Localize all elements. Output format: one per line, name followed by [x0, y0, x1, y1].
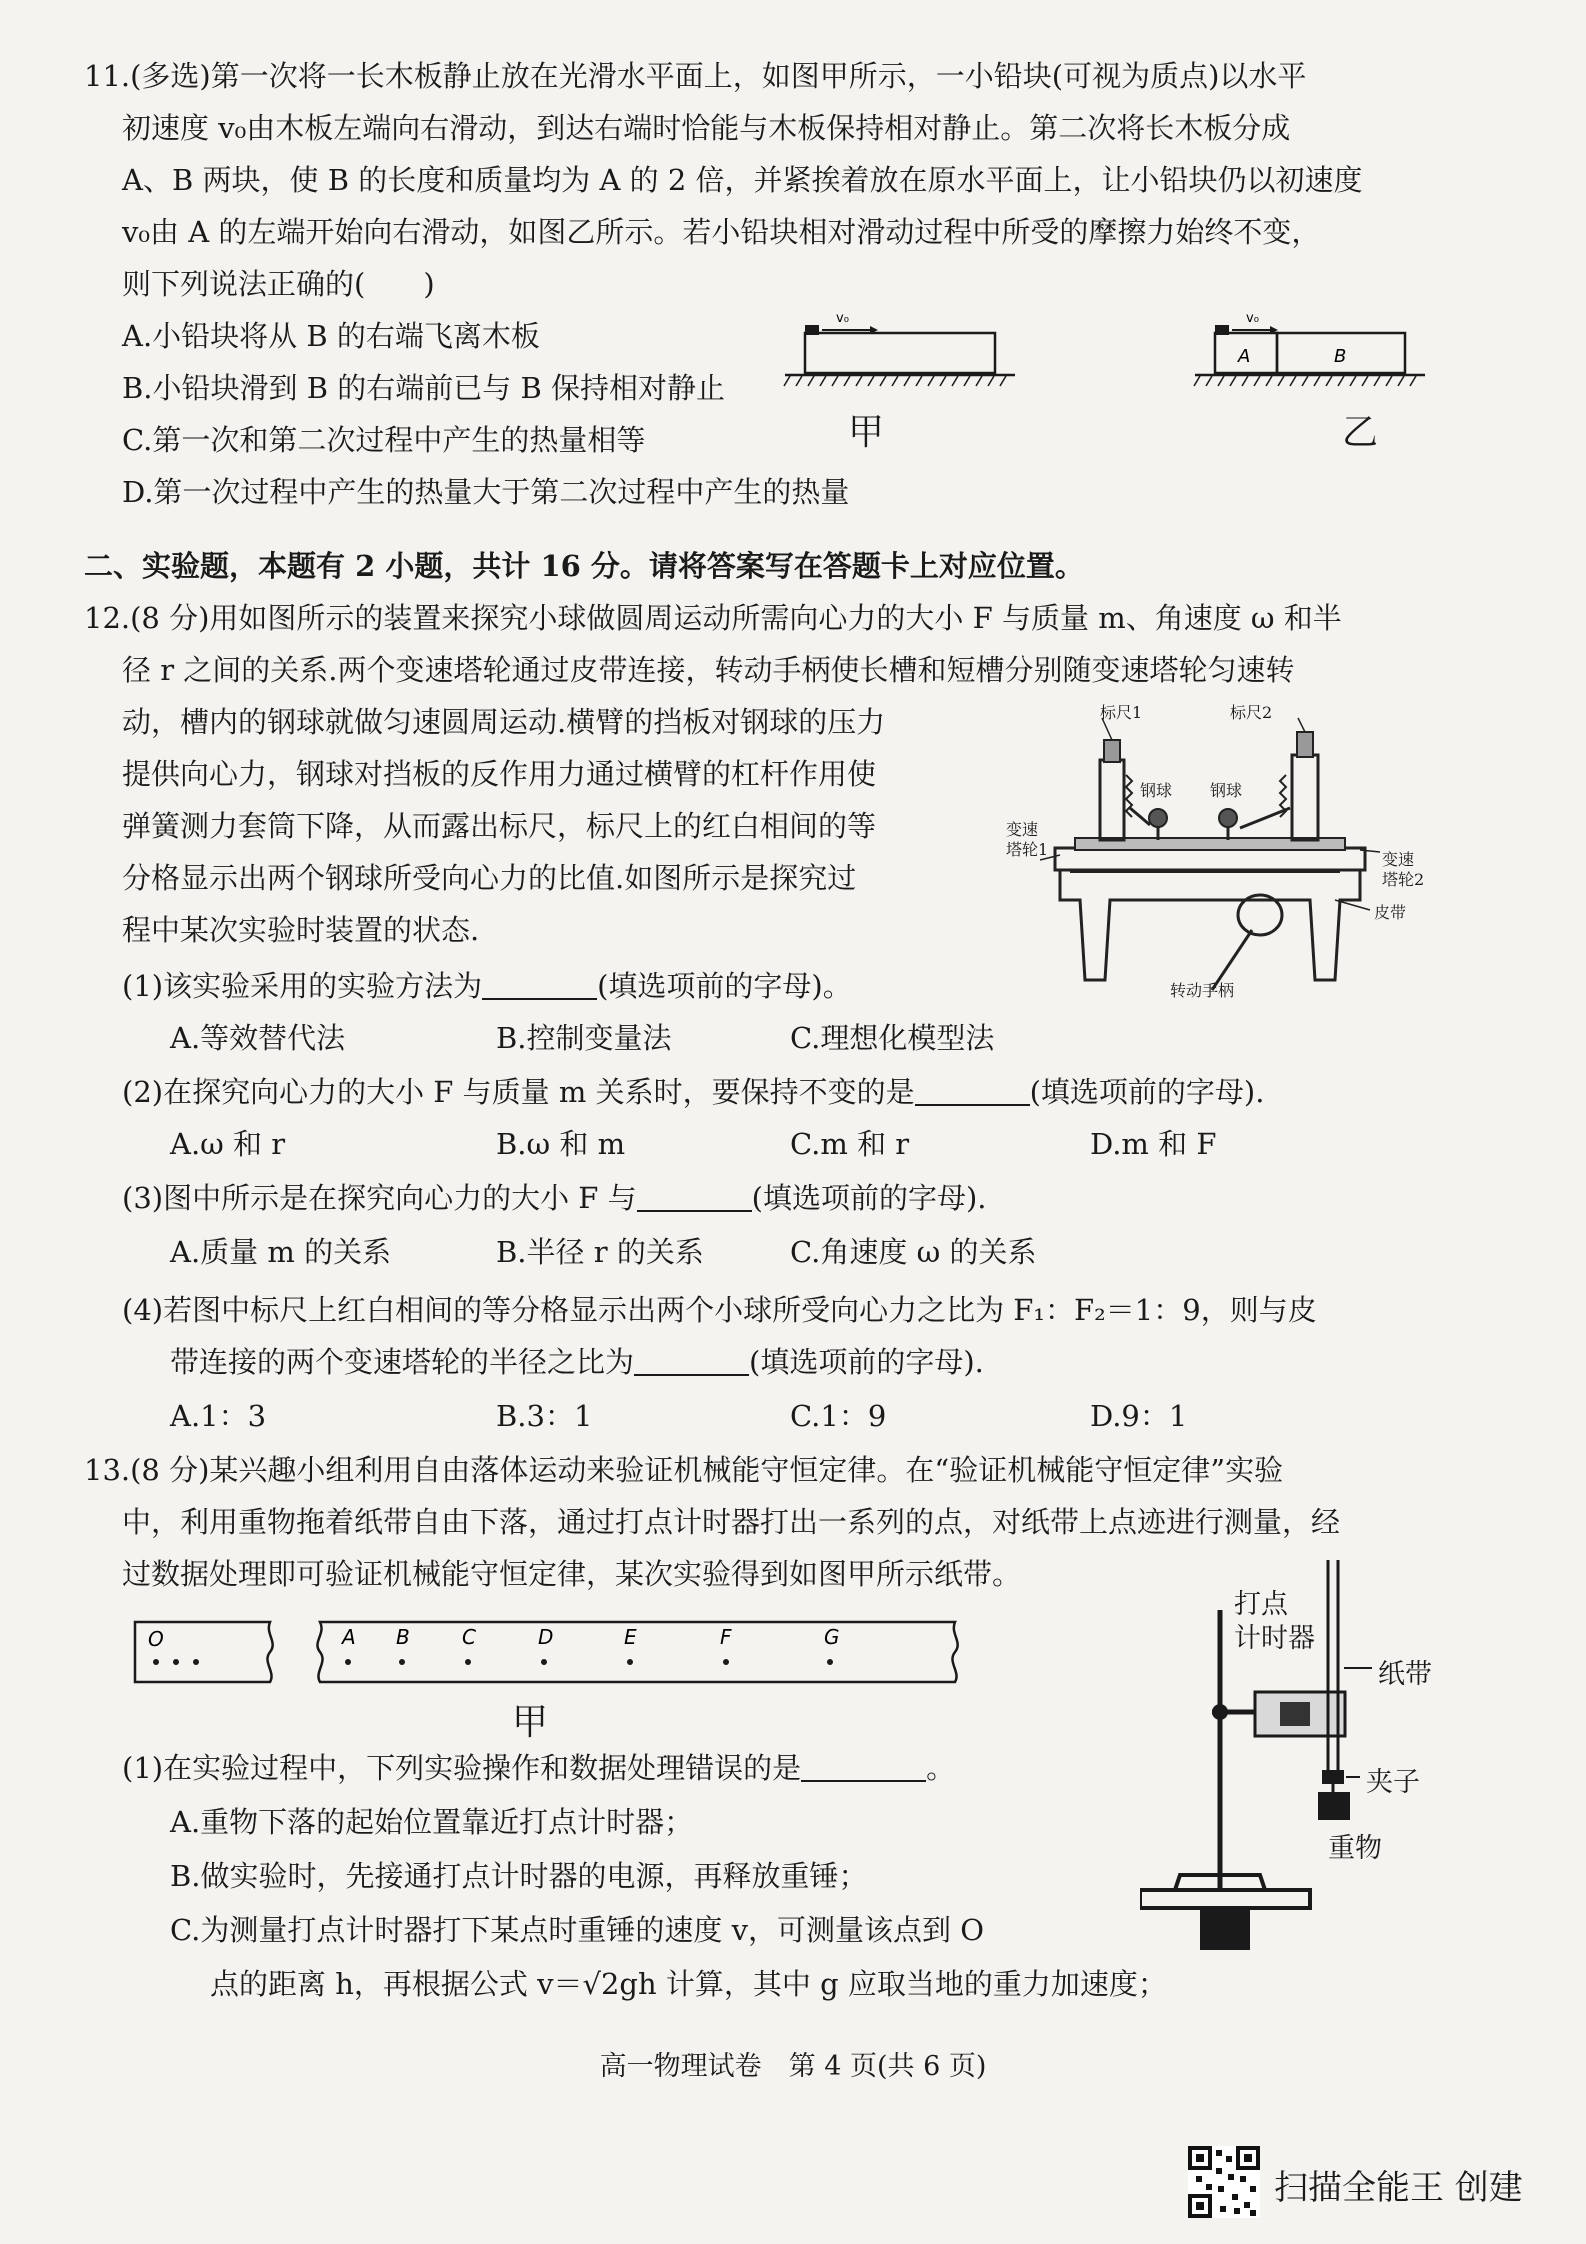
q12-line-2: 径 r 之间的关系.两个变速塔轮通过皮带连接，转动手柄使长槽和短槽分别随变速塔轮匀速转 — [122, 653, 1295, 687]
q13-line-3: 过数据处理即可验证机械能守恒定律，某次实验得到如图甲所示纸带。 — [122, 1557, 1022, 1591]
ball-1-label: 钢球 — [1140, 781, 1173, 800]
tape-segment-right — [317, 1622, 957, 1682]
point-f-label: F — [720, 1625, 732, 1649]
scanner-watermark — [1182, 2142, 1562, 2222]
q12-sub1: (1)该实验采用的实验方法为 (填选项前的字母)。 — [122, 969, 852, 1003]
q11-option-c: C.第一次和第二次过程中产生的热量相等 — [122, 423, 646, 457]
q13-option-c: C.为测量打点计时器打下某点时重锤的速度 v，可测量该点到 O — [170, 1913, 984, 1947]
point-e-label: E — [624, 1625, 637, 1649]
q12-sub2-option-d: D.m 和 F — [1090, 1127, 1217, 1161]
q11-figure-yi-label: 乙 — [1342, 412, 1379, 453]
q12-sub3-option-c: C.角速度 ω 的关系 — [790, 1235, 1037, 1269]
q12-line-7: 程中某次实验时装置的状态. — [122, 913, 480, 947]
q11-option-d: D.第一次过程中产生的热量大于第二次过程中产生的热量 — [122, 475, 850, 509]
cross-arm — [1130, 808, 1150, 825]
q11-figure-yi — [1190, 300, 1430, 390]
q11-line-1: 11.(多选)第一次将一长木板静止放在光滑水平面上，如图甲所示，一小铅块(可视为质点)以水平 — [84, 59, 1307, 93]
point-c-label: C — [462, 1625, 476, 1649]
answer-blank[interactable] — [634, 1344, 749, 1376]
cross-arm — [1240, 808, 1290, 828]
weight — [1318, 1792, 1350, 1820]
apparatus-drawing — [990, 700, 1430, 1000]
q13-line-2: 中，利用重物拖着纸带自由下落，通过打点计时器打出一系列的点，对纸带上点迹进行测量，经 — [122, 1505, 1341, 1539]
handle-label: 转动手柄 — [1170, 981, 1235, 1000]
q12-sub2-option-c: C.m 和 r — [790, 1127, 910, 1161]
q11-figure-jia — [780, 300, 1020, 390]
steel-ball-1 — [1149, 809, 1167, 827]
answer-blank[interactable] — [482, 968, 597, 1000]
wheel-1-label: 变速 塔轮1 — [1006, 820, 1049, 859]
ruler-1 — [1104, 740, 1120, 762]
q12-sub4-line-2: 带连接的两个变速塔轮的半径之比为 (填选项前的字母). — [170, 1345, 984, 1379]
lead-block — [805, 325, 819, 335]
q11-figure-jia-label: 甲 — [848, 412, 885, 453]
q12-line-6: 分格显示出两个钢球所受向心力的比值.如图所示是探究过 — [122, 861, 857, 895]
q11-line-2: 初速度 v₀由木板左端向右滑动，到达右端时恰能与木板保持相对静止。第二次将长木板分成 — [122, 111, 1291, 145]
ball-2-label: 钢球 — [1210, 781, 1243, 800]
long-board — [805, 333, 995, 373]
point-a-label: A — [342, 1625, 356, 1649]
clip — [1322, 1770, 1344, 1784]
q13-option-c-cont: 点的距离 h，再根据公式 v＝√2gh 计算，其中 g 应取当地的重力加速度； — [210, 1967, 1167, 2001]
page-footer: 高一物理试卷 第 4 页(共 6 页) — [599, 2051, 987, 2082]
belt-label: 皮带 — [1374, 903, 1407, 922]
ground-hatch — [1194, 376, 1416, 386]
top-plate — [1055, 848, 1365, 870]
q11-line-3: A、B 两块，使 B 的长度和质量均为 A 的 2 倍，并紧挨着放在原水平面上，让小铅块仍以初速度 — [122, 163, 1363, 197]
point-o-label: O — [148, 1627, 164, 1651]
answer-blank[interactable] — [637, 1180, 752, 1212]
tape-dots — [153, 1659, 833, 1665]
apparatus-base — [1060, 870, 1360, 980]
q12-sub4-option-a: A.1：3 — [170, 1399, 267, 1433]
ground-hatch — [784, 376, 1006, 386]
clip-label: 夹子 — [1366, 1767, 1420, 1798]
scanner-watermark-text: 扫描全能王 创建 — [1274, 2168, 1523, 2208]
answer-blank[interactable] — [915, 1074, 1030, 1106]
ruler-2-tower — [1292, 755, 1318, 840]
point-g-label: G — [824, 1625, 840, 1649]
point-b-label: B — [396, 1625, 410, 1649]
q12-sub1-option-c: C.理想化模型法 — [790, 1021, 995, 1055]
stand-base — [1140, 1890, 1310, 1908]
ruler-2-label: 标尺2 — [1230, 703, 1273, 722]
section-2-heading: 二、实验题，本题有 2 小题，共计 16 分。请将答案写在答题卡上对应位置。 — [84, 549, 1084, 583]
q12-sub2: (2)在探究向心力的大小 F 与质量 m 关系时，要保持不变的是 (填选项前的字母). — [122, 1075, 1265, 1109]
q12-sub4-option-b: B.3：1 — [496, 1399, 593, 1433]
timer-label: 打点 计时器 — [1234, 1589, 1315, 1654]
q12-sub3-option-b: B.半径 r 的关系 — [496, 1235, 704, 1269]
q12-sub1-option-b: B.控制变量法 — [496, 1021, 672, 1055]
block-a-label: A — [1238, 346, 1251, 367]
block-b-label: B — [1334, 346, 1347, 367]
q13-option-b: B.做实验时，先接通打点计时器的电源，再释放重锤； — [170, 1859, 868, 1893]
qr-code-icon — [1188, 2146, 1260, 2218]
point-d-label: D — [538, 1625, 554, 1649]
tape-point-labels — [148, 1625, 840, 1651]
table-leg — [1200, 1908, 1250, 1950]
q12-sub3: (3)图中所示是在探究向心力的大小 F 与 (填选项前的字母). — [122, 1181, 987, 1215]
v0-label: v₀ — [1246, 311, 1259, 326]
q12-line-5: 弹簧测力套筒下降，从而露出标尺，标尺上的红白相间的等 — [122, 809, 877, 843]
q11-line-5: 则下列说法正确的( ) — [122, 267, 435, 301]
q12-line-3: 动，槽内的钢球就做匀速圆周运动.横臂的挡板对钢球的压力 — [122, 705, 886, 739]
ruler-1-tower — [1100, 760, 1124, 840]
q12-sub4-line-1: (4)若图中标尺上红白相间的等分格显示出两个小球所受向心力之比为 F₁：F₂＝1：9，则与皮 — [122, 1293, 1317, 1327]
q11-line-4: v₀由 A 的左端开始向右滑动，如图乙所示。若小铅块相对滑动过程中所受的摩擦力始终不变， — [122, 215, 1321, 249]
lead-block — [1215, 325, 1229, 335]
q12-line-4: 提供向心力，钢球对挡板的反作用力通过横臂的杠杆作用使 — [122, 757, 877, 791]
q13-apparatus-figure — [1140, 1560, 1470, 1950]
q13-sub1: (1)在实验过程中，下列实验操作和数据处理错误的是 。 — [122, 1751, 956, 1785]
v0-label: v₀ — [836, 311, 849, 326]
q12-apparatus-figure — [990, 700, 1430, 1000]
tape-figure-label: 甲 — [512, 1702, 549, 1743]
q11-option-b: B.小铅块滑到 B 的右端前已与 B 保持相对静止 — [122, 371, 726, 405]
paper-tape-figure — [120, 1612, 980, 1692]
tape-label: 纸带 — [1378, 1659, 1432, 1690]
answer-blank[interactable] — [801, 1750, 926, 1782]
ruler-2 — [1297, 732, 1313, 757]
ruler-1-label: 标尺1 — [1100, 703, 1143, 722]
q12-sub2-option-a: A.ω 和 r — [170, 1127, 286, 1161]
q12-sub4-option-d: D.9：1 — [1090, 1399, 1188, 1433]
q12-sub3-option-a: A.质量 m 的关系 — [170, 1235, 392, 1269]
q13-line-1: 13.(8 分)某兴趣小组利用自由落体运动来验证机械能守恒定律。在“验证机械能守恒定律”实验 — [84, 1453, 1284, 1487]
weight-label: 重物 — [1328, 1833, 1382, 1864]
q13-option-a: A.重物下落的起始位置靠近打点计时器； — [170, 1805, 694, 1839]
wheel-2-label: 变速 塔轮2 — [1382, 850, 1425, 889]
q12-sub2-option-b: B.ω 和 m — [496, 1127, 626, 1161]
q11-option-a: A.小铅块将从 B 的右端飞离木板 — [122, 319, 540, 353]
steel-ball-2 — [1219, 809, 1237, 827]
q12-sub4-option-c: C.1：9 — [790, 1399, 887, 1433]
q12-sub1-option-a: A.等效替代法 — [170, 1021, 346, 1055]
q12-line-1: 12.(8 分)用如图所示的装置来探究小球做圆周运动所需向心力的大小 F 与质量 m、角速度 ω 和半 — [84, 601, 1342, 635]
